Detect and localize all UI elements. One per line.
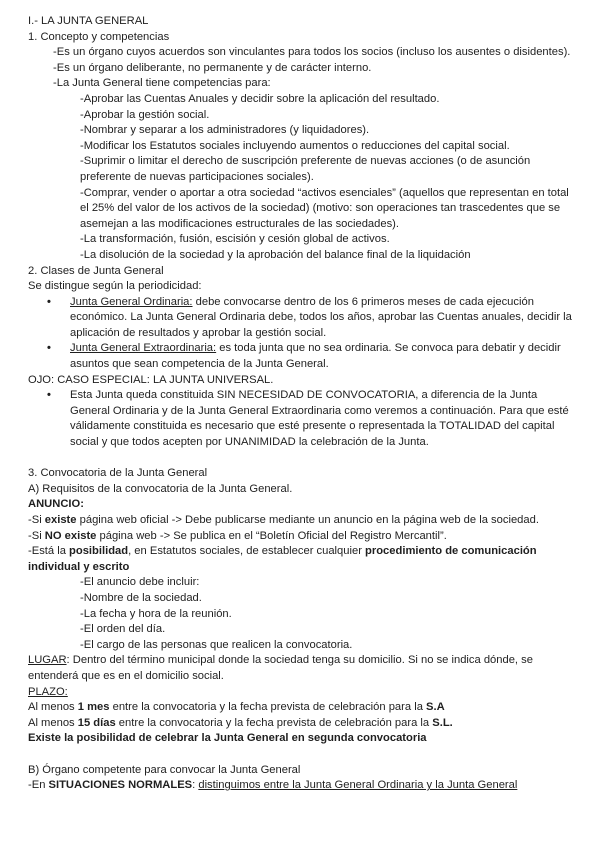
- bullet-icon: •: [47, 342, 51, 355]
- bullet-icon: •: [47, 389, 51, 402]
- anuncio-item: -La fecha y hora de la reunión.: [80, 607, 232, 620]
- clases-intro: Se distingue según la periodicidad:: [28, 280, 202, 293]
- ordinaria-text: debe convocarse dentro de los 6 primeros meses de cada ejecución económico. La Junta General Ordinaria debe, todos los años, aprobar las Cuentas anuales, decidir la aplicación de resultados y aprobar la gestión social.: [70, 295, 572, 339]
- heading-convocatoria: 3. Convocatoria de la Junta General: [28, 467, 208, 480]
- subheading-organo: B) Órgano competente para convocar la Junta General: [28, 763, 301, 776]
- competencia-item: -Aprobar la gestión social.: [80, 108, 210, 121]
- anuncio-item: -El anuncio debe incluir:: [80, 576, 200, 589]
- list-item-extraordinaria: [28, 341, 572, 372]
- concepto-line-3: -La Junta General tiene competencias para:: [53, 77, 271, 90]
- bullet-icon: •: [47, 295, 51, 308]
- anuncio-item: -Nombre de la sociedad.: [80, 591, 202, 604]
- extraordinaria-text: es toda junta que no sea ordinaria. Se convoca para debatir y decidir asuntos que sean competencia de la Junta General.: [70, 342, 561, 371]
- situaciones-normales-line: -En SITUACIONES NORMALES: distinguimos entre la Junta General Ordinaria y la Junta General: [28, 779, 518, 792]
- competencia-item: -Comprar, vender o aportar a otra sociedad “activos esenciales” (aquellos que representan en total el 25% del valor de los activos de la sociedad) (motivo: son operaciones tan trascedentes que se asemejan a las modificaciones estructurales de las sociedades).: [80, 186, 569, 230]
- competencia-item: -Suprimir o limitar el derecho de suscripción preferente de nuevas acciones (o de asunción preferente de nuevas participaciones sociales).: [80, 155, 531, 183]
- heading-clases: 2. Clases de Junta General: [28, 264, 164, 277]
- lugar-line: LUGAR: Dentro del término municipal donde la sociedad tenga su domicilio. Si no se indica dónde, se entenderá que es en el domicilio social.: [28, 654, 533, 682]
- universal-text: Esta Junta queda constituida SIN NECESIDAD DE CONVOCATORIA, a diferencia de la Junta General Ordinaria y de la Junta General Extraordinaria como veremos a continuación. Para que esté válidamente constituida es necesario que esté presente o representada la TOTALIDAD del capital social y que todos acepten por UNANIMIDAD la celebración de la Junta.: [70, 389, 569, 449]
- segunda-convocatoria-line: Existe la posibilidad de celebrar la Junta General en segunda convocatoria: [28, 732, 427, 745]
- competencia-item: -Nombrar y separar a los administradores (y liquidadores).: [80, 124, 370, 137]
- posibilidad-line: -Está la posibilidad, en Estatutos sociales, de establecer cualquier procedimiento de comunicación individual y escrito: [28, 545, 537, 573]
- competencia-item: -La disolución de la sociedad y la aprobación del balance final de la liquidación: [80, 248, 471, 261]
- section-title: I.- LA JUNTA GENERAL: [28, 15, 149, 27]
- competencia-item: -La transformación, fusión, escisión y cesión global de activos.: [80, 233, 390, 246]
- web-existe-line: -Si existe página web oficial -> Debe publicarse mediante un anuncio en la página web de la sociedad.: [28, 514, 539, 526]
- spacer: [28, 747, 572, 763]
- competencia-item: -Aprobar las Cuentas Anuales y decidir sobre la aplicación del resultado.: [80, 92, 440, 105]
- list-item-ordinaria: [28, 295, 572, 342]
- web-no-existe-line: -Si NO existe página web -> Se publica en el “Boletín Oficial del Registro Mercantil”.: [28, 529, 447, 542]
- concepto-line-1: -Es un órgano cuyos acuerdos son vinculantes para todos los socios (incluso los ausentes o disidentes).: [53, 46, 571, 59]
- ojo-note: OJO: CASO ESPECIAL: LA JUNTA UNIVERSAL.: [28, 373, 274, 386]
- subheading-requisitos: A) Requisitos de la convocatoria de la Junta General.: [28, 482, 293, 495]
- competencia-item: -Modificar los Estatutos sociales incluyendo aumentos o reducciones del capital social.: [80, 139, 510, 152]
- plazo-sl-line: Al menos 15 días entre la convocatoria y la fecha prevista de celebración para la S.L.: [28, 716, 453, 729]
- anuncio-label: ANUNCIO:: [28, 498, 84, 511]
- plazo-label: PLAZO:: [28, 685, 68, 698]
- anuncio-item: -El orden del día.: [80, 623, 166, 636]
- heading-concepto: 1. Concepto y competencias: [28, 30, 170, 43]
- ordinaria-label: Junta General Ordinaria:: [70, 295, 193, 308]
- list-item-universal: [28, 388, 572, 450]
- spacer: [28, 451, 572, 467]
- anuncio-item: -El cargo de las personas que realicen la convocatoria.: [80, 638, 353, 651]
- concepto-line-2: -Es un órgano deliberante, no permanente y de carácter interno.: [53, 61, 372, 74]
- plazo-sa-line: Al menos 1 mes entre la convocatoria y la fecha prevista de celebración para la S.A: [28, 701, 445, 714]
- extraordinaria-label: Junta General Extraordinaria:: [70, 342, 217, 355]
